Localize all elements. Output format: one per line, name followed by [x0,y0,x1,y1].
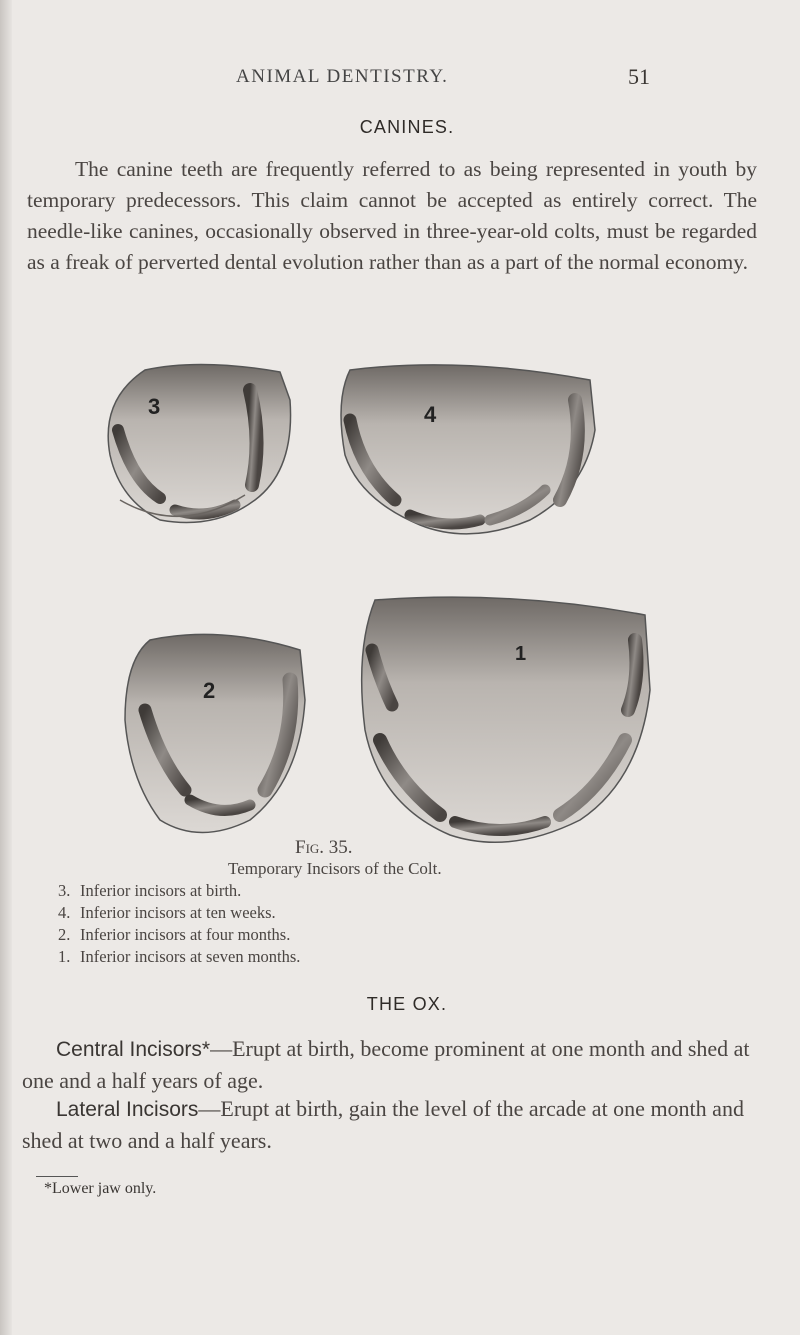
panel-number-2: 2 [203,678,216,703]
legend-number: 4. [58,903,71,922]
figure-legend [58,880,300,968]
legend-number: 1. [58,947,71,966]
canines-paragraph: The canine teeth are frequently referred to as being represented in youth by temporary predecessors. This claim cannot be accepted as entirely correct. The needle-like canines, occasionally observed in three-year-old colts, must be regarded as a freak of perverted dental evolution rather than as a part of the normal economy. [27,157,757,274]
legend-item [58,946,300,968]
panel-2-four-months [125,634,305,832]
central-incisors-text: —Erupt at birth, become prominent at one month and shed at one and a half years of age. [22,1036,750,1093]
panel-number-4: 4 [424,402,437,427]
legend-item [58,880,300,902]
footnote-rule [36,1176,78,1177]
page-header [0,64,800,94]
footnote: *Lower jaw only. [44,1180,157,1197]
page-number: 51 [628,64,650,89]
incisor-illustrations [0,360,800,860]
legend-text: Inferior incisors at seven months. [80,947,301,966]
panel-3-birth [108,364,290,522]
legend-text: Inferior incisors at birth. [80,881,242,900]
lateral-incisors-term: Lateral Incisors [56,1098,199,1121]
panel-1-seven-months [362,597,650,842]
canines-heading: CANINES. [359,117,455,137]
legend-item [58,902,300,924]
legend-text: Inferior incisors at four months. [80,925,291,944]
ox-heading: THE OX. [366,994,448,1014]
legend-text: Inferior incisors at ten weeks. [80,903,276,922]
legend-number: 3. [58,881,71,900]
panel-number-3: 3 [148,394,161,419]
legend-item [58,924,300,946]
running-head: ANIMAL DENTISTRY. [236,66,449,87]
central-incisors-term: Central Incisors* [56,1038,211,1061]
incisor-figure [0,360,800,860]
lateral-incisors-text: —Erupt at birth, gain the level of the arcade at one month and shed at two and a half years. [22,1096,744,1153]
figure-caption: Temporary Incisors of the Colt. [228,859,442,878]
panel-number-1: 1 [515,643,527,665]
legend-number: 2. [58,925,71,944]
lateral-incisors-entry [22,1093,762,1157]
figure-label: Fig. 35. [295,837,353,858]
central-incisors-entry [22,1033,762,1097]
panel-4-ten-weeks [341,365,595,534]
